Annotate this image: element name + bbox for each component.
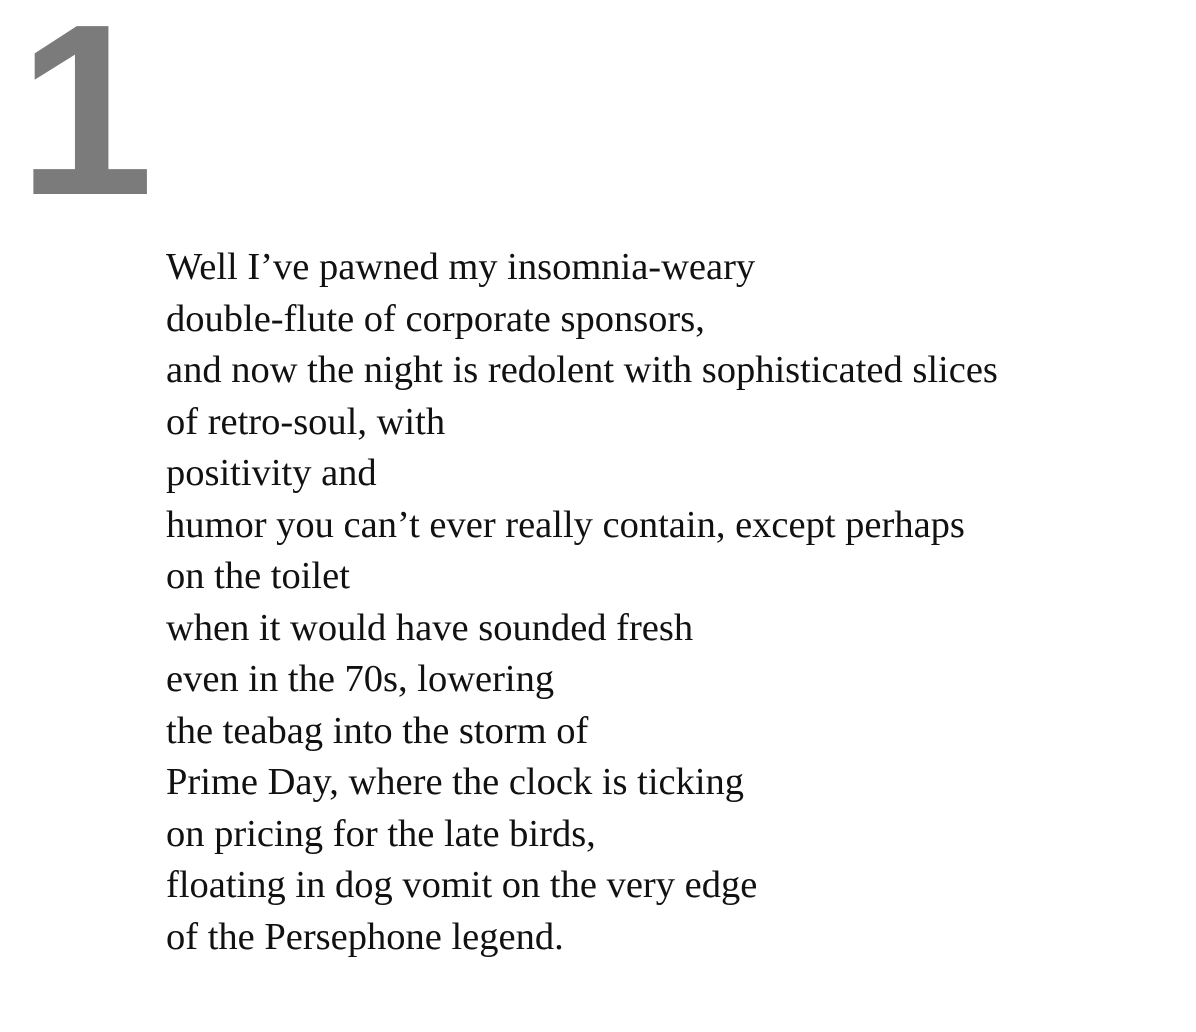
poem-line: of the Persephone legend.: [166, 915, 564, 958]
section-number: 1: [18, 0, 150, 246]
poem-line: positivity and: [166, 452, 377, 494]
poem-line: the teabag into the storm of: [166, 709, 589, 752]
poem-line: floating in dog vomit on the very edge: [166, 864, 758, 906]
poem-line: when it would have sounded fresh: [166, 606, 694, 649]
poem-line: even in the 70s, lowering: [166, 658, 555, 700]
poem-line: and now the night is redolent with sophisticated slices: [166, 349, 998, 391]
poem-line: on pricing for the late birds,: [166, 812, 596, 855]
poem-line: Well I’ve pawned my insomnia-weary: [166, 246, 756, 288]
poem-line: on the toilet: [166, 555, 350, 597]
poem-line: humor you can’t ever really contain, except perhaps: [166, 503, 965, 546]
poem-line: Prime Day, where the clock is ticking: [166, 761, 745, 803]
poem-line: double-flute of corporate sponsors,: [166, 297, 705, 340]
poem-line: of retro-soul, with: [166, 400, 446, 443]
poem-text: [166, 242, 998, 963]
